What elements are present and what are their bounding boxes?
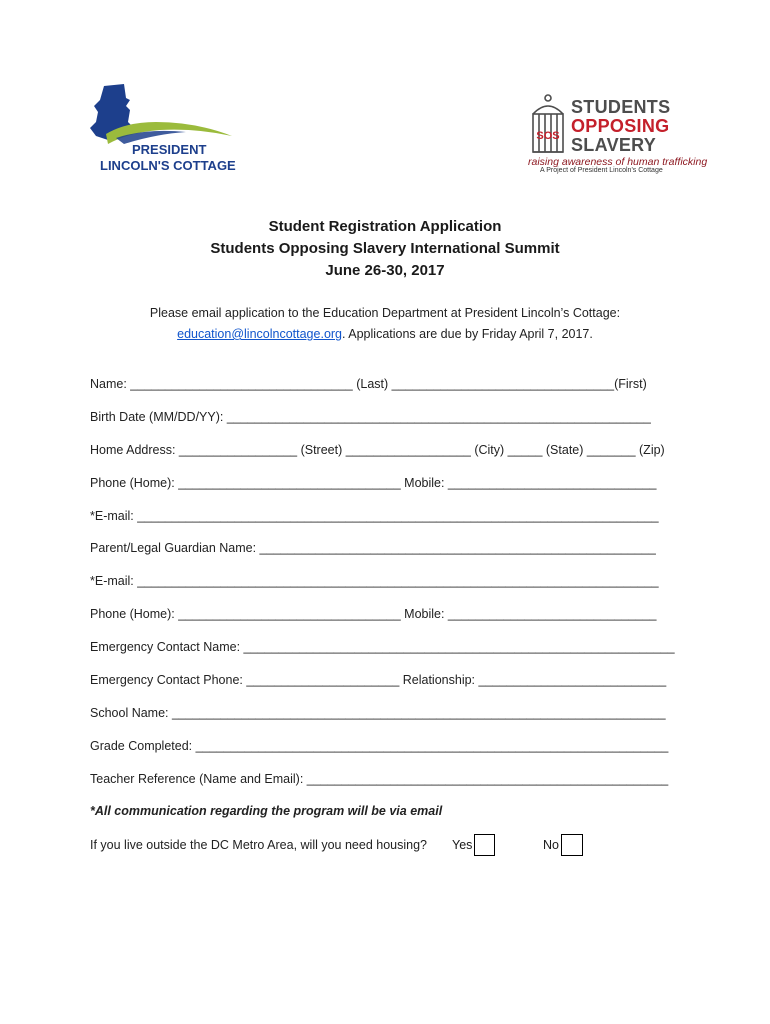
emergency-contact-name-field[interactable]: Emergency Contact Name: ______________________________________________________________	[90, 640, 675, 654]
teacher-reference-field[interactable]: Teacher Reference (Name and Email): ____________________________________________________	[90, 772, 669, 786]
guardian-email-field[interactable]: *E-mail: ___________________________________________________________________________	[90, 574, 659, 588]
guardian-name-field[interactable]: Parent/Legal Guardian Name: _________________________________________________________	[90, 541, 656, 555]
student-phone-field[interactable]: Phone (Home): ________________________________ Mobile: ______________________________	[90, 476, 657, 490]
instructions	[0, 303, 770, 345]
title-line3: June 26-30, 2017	[325, 262, 445, 279]
document-title	[0, 216, 770, 282]
no-checkbox[interactable]	[561, 834, 583, 856]
guardian-phone-field[interactable]: Phone (Home): ________________________________ Mobile: ______________________________	[90, 607, 657, 621]
no-label: No	[543, 838, 559, 852]
housing-question: If you live outside the DC Metro Area, will you need housing?	[90, 838, 427, 852]
sos-logo-line3: SLAVERY	[571, 135, 657, 155]
birth-date-field[interactable]: Birth Date (MM/DD/YY): _____________________________________________________________	[90, 410, 651, 424]
title-line2: Students Opposing Slavery International Summit	[210, 240, 560, 257]
svg-text:SOS: SOS	[536, 130, 560, 142]
sos-logo-line2: OPPOSING	[571, 116, 670, 136]
due-date-text: . Applications are due by Friday April 7, 2017.	[342, 327, 593, 341]
yes-checkbox[interactable]	[474, 834, 495, 856]
emergency-contact-phone-field[interactable]: Emergency Contact Phone: ______________________ Relationship: ___________________________	[90, 673, 667, 687]
school-name-field[interactable]: School Name: _______________________________________________________________________	[90, 706, 666, 720]
student-email-field[interactable]: *E-mail: ___________________________________________________________________________	[90, 509, 659, 523]
logo-left-line2: LINCOLN'S COTTAGE	[100, 158, 236, 173]
home-address-field[interactable]: Home Address: _________________ (Street) __________________ (City) _____ (State) _______ (Zip)	[90, 443, 665, 457]
sos-subline: A Project of President Lincoln's Cottage	[540, 167, 663, 174]
logo-left-line1: PRESIDENT	[132, 142, 207, 157]
email-communication-note: *All communication regarding the program will be via email	[90, 804, 443, 818]
instructions-line1: Please email application to the Education Department at President Lincoln’s Cottage:	[149, 306, 621, 320]
name-field[interactable]: Name: ________________________________ (Last) ________________________________(First)	[90, 377, 647, 391]
instructions-line2	[0, 324, 770, 345]
grade-completed-field[interactable]: Grade Completed: ____________________________________________________________________	[90, 739, 669, 753]
education-email-link[interactable]: education@lincolncottage.org	[177, 327, 343, 341]
sos-tagline: raising awareness of human trafficking	[528, 156, 708, 168]
cottage-logo-text	[100, 142, 240, 174]
sos-logo-line1: STUDENTS	[571, 97, 671, 117]
title-line1: Student Registration Application	[268, 218, 502, 235]
yes-label: Yes	[452, 838, 473, 852]
